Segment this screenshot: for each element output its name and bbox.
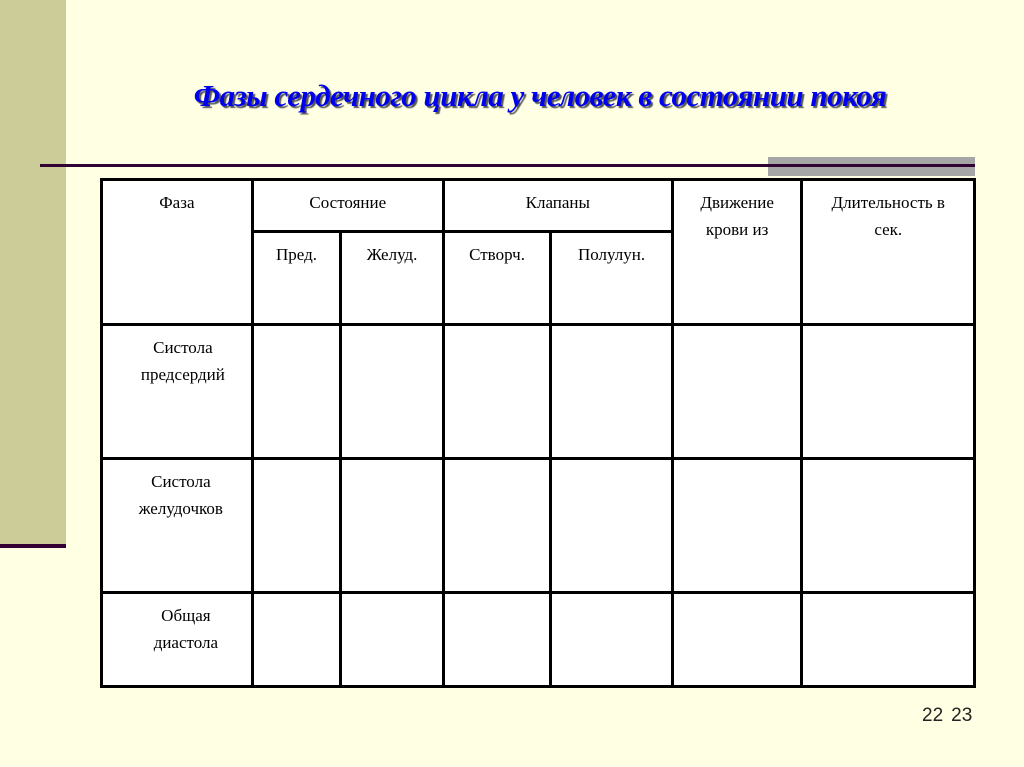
table-row <box>102 324 975 458</box>
subheader-atrioventricular: Створч. <box>443 232 551 324</box>
page-number-overlap: 22 <box>922 705 944 726</box>
table-cell[interactable] <box>341 592 444 686</box>
title-divider <box>40 164 975 167</box>
header-blood-flow: Движение крови из <box>672 180 802 325</box>
page-number <box>922 705 972 727</box>
header-phase: Фаза <box>102 180 253 325</box>
subheader-semilunar: Полулун. <box>551 232 672 324</box>
table-cell[interactable] <box>443 458 551 592</box>
row-phase-label: Общая диастола <box>102 592 253 686</box>
table-cell[interactable] <box>802 458 975 592</box>
table-cell[interactable] <box>252 458 341 592</box>
slide-title: Фазы сердечного цикла у человек в состоянии покоя <box>193 78 887 113</box>
subheader-atria: Пред. <box>252 232 341 324</box>
page-number-value: 23 <box>951 705 973 726</box>
sidebar-divider <box>0 544 66 548</box>
table-cell[interactable] <box>802 592 975 686</box>
row-phase-label: Систола предсердий <box>102 324 253 458</box>
table-cell[interactable] <box>443 592 551 686</box>
table-cell[interactable] <box>672 324 802 458</box>
header-state: Состояние <box>252 180 443 232</box>
cardiac-cycle-table <box>100 178 976 688</box>
table-cell[interactable] <box>551 592 672 686</box>
table-cell[interactable] <box>551 324 672 458</box>
table-cell[interactable] <box>672 458 802 592</box>
header-valves: Клапаны <box>443 180 672 232</box>
table-cell[interactable] <box>252 592 341 686</box>
table-row <box>102 458 975 592</box>
header-duration: Длительность в сек. <box>802 180 975 325</box>
row-phase-label: Систола желудочков <box>102 458 253 592</box>
table-cell[interactable] <box>252 324 341 458</box>
table-cell[interactable] <box>443 324 551 458</box>
sidebar-decoration <box>0 0 66 545</box>
table-cell[interactable] <box>341 458 444 592</box>
table-cell[interactable] <box>672 592 802 686</box>
subheader-ventricles: Желуд. <box>341 232 444 324</box>
table-cell[interactable] <box>802 324 975 458</box>
table-cell[interactable] <box>341 324 444 458</box>
table-header-row <box>102 180 975 232</box>
table-row <box>102 592 975 686</box>
table-cell[interactable] <box>551 458 672 592</box>
